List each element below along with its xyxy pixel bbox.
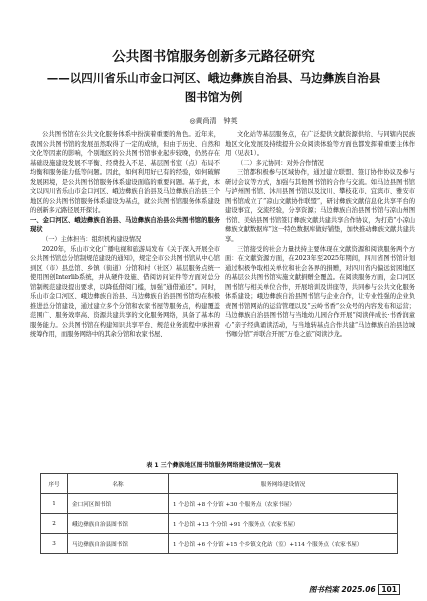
page-footer — [309, 584, 400, 595]
paragraph: 2020年，乐山市文化广播电视和旅游局发布《关于深入开展全市公共图书馆总分馆制规范建设的通知》，规定全市公共图书馆从中心馆到区（市）县总馆、乡镇（街道）分馆和村（社区）基层服务点统一使用图创Interlib系统，并从硬件设施、借阅访问证件等方面对总分馆制规范建设提出要求，以降低借阅门槛，加强“通借通还”。同时，乐山市金口河区、峨边彝族自治县、马边彝族自治县图书馆均在积极推进总分馆建设，通过建立多个分馆和农家书屋等服务点，构建覆盖范围广、服务效率高、资源共建共享的文化服务网络，具备了基本的服务能力。公共图书馆在构建知识共享平台、规范业务流程中承担着统筹作用，而服务网络中的其余分馆和农家书屋、 — [30, 245, 220, 339]
table-cell: 2 — [41, 514, 68, 534]
table-row — [41, 534, 398, 554]
page-number: 101 — [378, 584, 400, 595]
table-caption: 表 1 三个彝族地区图书馆服务网络建设情况一览表 — [146, 462, 281, 469]
subsection-heading: （二）多元协同：对外合作情况 — [237, 159, 324, 167]
table-cell: 1 个总馆 +13 个分馆 +91 个服务点（农家书屋） — [169, 514, 398, 534]
issue-number: 2025.06 — [341, 585, 376, 594]
table-cell: 峨边彝族自治县图书馆 — [68, 514, 169, 534]
paragraph: 三馆接受的社会力量扶持主要体现在文献资源和阅读服务两个方面：在文献资源方面，在2023年至2025年期间，四川省图书馆计划通过积极争取相关单位和社会各界的捐赠，对四川省内偏远贫困地区的基层公共图书馆实施文献捐赠全覆盖。在阅读服务方面，金口河区图书馆与相关单位合作，开展培训及讲座等，共同参与公共文化服务体系建设；峨边彝族自治县图书馆与企业合作，让专业性强的企业负责图书馆网站的运营管理以及“云岭书香”公众号的内容发布和运营；马边彝族自治县图书馆与当地幼儿园合作开展“阅读伴成长·书香润童心”亲子经典诵读活动，与当地转基点合作共建“马边彝族自治县边城书咖分馆”并联合开展“万卷之旅”阅读沙龙。 — [225, 245, 415, 339]
title-line-2: ——以四川省乐山市金口河区、峨边彝族自治县、马边彝族自治县 — [46, 71, 381, 85]
table-cell: 3 — [41, 534, 68, 554]
table-cell: 金口河区图书馆 — [68, 494, 169, 514]
title-line-3: 图书馆为例 — [184, 90, 243, 104]
left-column — [30, 130, 220, 340]
title-line-1: 公共图书馆服务创新多元路径研究 — [112, 49, 315, 65]
section-heading: 一、金口河区、峨边彝族自治县、马边彝族自治县公共图书馆的服务现状 — [30, 216, 220, 234]
paragraph: 公共图书馆在公共文化服务体系中扮演着重要的角色。近年来，我国公共图书馆的发展虽然取得了一定的成绩，但由于历史、自然和文化等因素的影响，个别地区的公共图书馆事业起步较晚，仍然存在基础设施建设发展不平衡、经费投入不足、基层图书室（点）布局不均衡和服务能力低等问题。因此，如何利用好已有的经验，如何破解发展困境，是公共图书馆服务体系建设面临的重要问题。基于此，本文以四川省乐山市金口河区、峨边彝族自治县及马边彝族自治县三个地区的公共图书馆服务体系建设为基点，就公共图书馆服务体系建设的创新多元路径展开探讨。 — [30, 131, 220, 215]
table-row — [41, 514, 398, 534]
table-header-row — [41, 474, 398, 494]
authors: ◎黄尚清 钟英 — [189, 117, 238, 125]
table-cell: 1 个总馆 +6 个分馆 +15 个乡镇文化站（室）+114 个服务点（农家书屋） — [169, 534, 398, 554]
service-network-table — [40, 473, 398, 554]
table-cell: 马边彝族自治县图书馆 — [68, 534, 169, 554]
journal-name: 图书档案 — [308, 585, 339, 594]
paragraph: 文化站等基层服务点，在广泛提供文献资源供给、与同辖内民族地区文化发展及持续提升公众阅读体验等方面也都发挥着重要主体作用（见表1）。 — [225, 131, 415, 158]
subsection-heading: （一）主体担当：组织机构建设情况 — [42, 236, 142, 244]
table-header-cell: 名称 — [68, 474, 169, 494]
table-header-cell: 序号 — [41, 474, 68, 494]
table-row — [41, 494, 398, 514]
table-header-cell: 服务网络建设情况 — [169, 474, 398, 494]
table-cell: 1 个总馆 +8 个分馆 +30 个服务点（农家书屋） — [169, 494, 398, 514]
article-title — [0, 49, 427, 105]
table-cell: 1 — [41, 494, 68, 514]
right-column — [225, 130, 415, 340]
paragraph: 三馆都积极参与区域协作，通过建立联盟、签订协作协议及参与研讨会议等方式，加强与其他图书馆的合作与交流。如马边县图书馆与泸州图书馆、沐川县图书馆以及汶川、攀枝花市、宜宾市、雅安市图书馆成立了“凉山文献协作联盟”，研讨彝族文献信息化共享平台的建设事宜，交流经验，分享资源；马边彝族自治县图书馆与凉山州图书馆、美姑县图书馆签订彝族文献共建共享合作协议，为打造“小凉山彝族文献数据库”这一特色数据库做好铺垫，加快推动彝族文献共建共享。 — [225, 169, 415, 244]
